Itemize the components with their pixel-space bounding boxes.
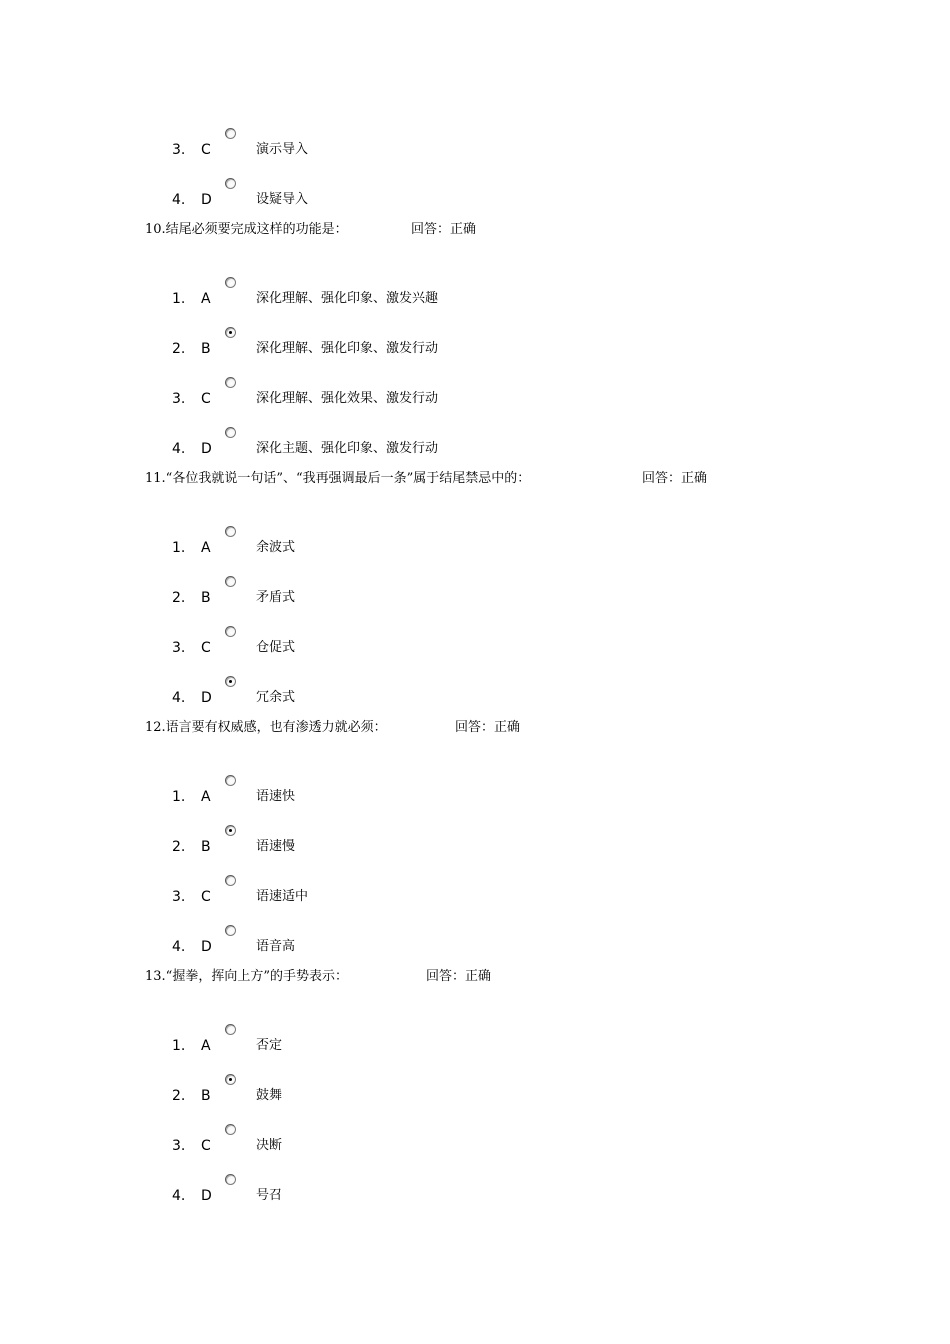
radio-button-q11-c[interactable]: [225, 626, 236, 637]
option-text: 仓促式: [256, 640, 296, 655]
radio-button-q12-c[interactable]: [225, 875, 236, 886]
option-number: 1.: [172, 540, 186, 556]
question-text: 10.结尾必须要完成这样的功能是：: [145, 222, 348, 237]
option-text: 冗余式: [256, 690, 296, 705]
option-text: 鼓舞: [256, 1088, 283, 1103]
option-letter: C: [201, 889, 211, 905]
option-letter: D: [201, 441, 212, 457]
option-letter: C: [201, 1138, 211, 1154]
option-text: 深化理解、强化效果、激发行动: [256, 391, 439, 406]
option-number: 4.: [172, 1188, 186, 1204]
option-text: 语速快: [256, 789, 296, 804]
question-12: [145, 720, 521, 736]
option-number: 2.: [172, 839, 186, 855]
option-letter: A: [201, 789, 211, 805]
option-text: 深化理解、强化印象、激发兴趣: [256, 291, 439, 306]
option-q10-c: [0, 377, 600, 407]
option-text: 否定: [256, 1038, 283, 1053]
option-text: 语速慢: [256, 839, 296, 854]
option-text: 号召: [256, 1188, 283, 1203]
option-text: 决断: [256, 1138, 283, 1153]
answer-status: 回答：正确: [411, 222, 477, 237]
option-letter: D: [201, 192, 212, 208]
option-number: 2.: [172, 1088, 186, 1104]
option-number: 3.: [172, 889, 186, 905]
option-q10-d: [0, 427, 600, 457]
option-q9-c: [0, 128, 600, 158]
question-10: [145, 222, 477, 238]
option-number: 3.: [172, 391, 186, 407]
option-q13-b: [0, 1074, 600, 1104]
option-number: 4.: [172, 690, 186, 706]
option-q11-a: [0, 526, 600, 556]
option-letter: D: [201, 939, 212, 955]
option-text: 设疑导入: [256, 192, 309, 207]
radio-button-q13-d[interactable]: [225, 1174, 236, 1185]
option-letter: B: [201, 341, 211, 357]
option-q11-c: [0, 626, 600, 656]
radio-button-q13-a[interactable]: [225, 1024, 236, 1035]
option-text: 语速适中: [256, 889, 309, 904]
option-text: 深化主题、强化印象、激发行动: [256, 441, 439, 456]
answer-status: 回答：正确: [455, 720, 521, 735]
option-q13-d: [0, 1174, 600, 1204]
option-letter: B: [201, 1088, 211, 1104]
option-number: 1.: [172, 291, 186, 307]
option-number: 2.: [172, 590, 186, 606]
radio-button-q13-c[interactable]: [225, 1124, 236, 1135]
option-q13-a: [0, 1024, 600, 1054]
option-number: 4.: [172, 192, 186, 208]
radio-button-q11-b[interactable]: [225, 576, 236, 587]
radio-button-q9-c[interactable]: [225, 128, 236, 139]
option-letter: A: [201, 291, 211, 307]
radio-button-q11-a[interactable]: [225, 526, 236, 537]
option-q13-c: [0, 1124, 600, 1154]
option-q12-d: [0, 925, 600, 955]
option-q11-d: [0, 676, 600, 706]
option-number: 4.: [172, 441, 186, 457]
option-q12-a: [0, 775, 600, 805]
radio-button-q12-b[interactable]: [225, 825, 236, 836]
option-letter: C: [201, 391, 211, 407]
option-q12-b: [0, 825, 600, 855]
option-text: 矛盾式: [256, 590, 296, 605]
radio-button-q13-b[interactable]: [225, 1074, 236, 1085]
radio-button-q10-c[interactable]: [225, 377, 236, 388]
answer-status: 回答：正确: [426, 969, 492, 984]
option-letter: B: [201, 590, 211, 606]
question-text: 13.“握拳，挥向上方”的手势表示：: [145, 969, 348, 984]
option-number: 2.: [172, 341, 186, 357]
radio-button-q10-a[interactable]: [225, 277, 236, 288]
radio-button-q12-d[interactable]: [225, 925, 236, 936]
option-number: 3.: [172, 142, 186, 158]
option-number: 1.: [172, 789, 186, 805]
option-text: 语音高: [256, 939, 296, 954]
option-letter: A: [201, 540, 211, 556]
option-text: 深化理解、强化印象、激发行动: [256, 341, 439, 356]
option-letter: D: [201, 1188, 212, 1204]
option-letter: B: [201, 839, 211, 855]
radio-button-q9-d[interactable]: [225, 178, 236, 189]
question-11: [145, 471, 708, 487]
option-letter: A: [201, 1038, 211, 1054]
question-text: 11.“各位我就说一句话”、“我再强调最后一条”属于结尾禁忌中的：: [145, 471, 531, 486]
option-number: 3.: [172, 640, 186, 656]
radio-button-q12-a[interactable]: [225, 775, 236, 786]
option-letter: C: [201, 142, 211, 158]
option-number: 1.: [172, 1038, 186, 1054]
answer-status: 回答：正确: [642, 471, 708, 486]
option-number: 4.: [172, 939, 186, 955]
radio-button-q11-d[interactable]: [225, 676, 236, 687]
option-number: 3.: [172, 1138, 186, 1154]
question-13: [145, 969, 492, 985]
question-text: 12.语言要有权威感，也有渗透力就必须：: [145, 720, 387, 735]
option-q11-b: [0, 576, 600, 606]
option-q10-b: [0, 327, 600, 357]
option-text: 余波式: [256, 540, 296, 555]
option-q12-c: [0, 875, 600, 905]
option-q10-a: [0, 277, 600, 307]
option-q9-d: [0, 178, 600, 208]
option-letter: C: [201, 640, 211, 656]
radio-button-q10-b[interactable]: [225, 327, 236, 338]
radio-button-q10-d[interactable]: [225, 427, 236, 438]
option-letter: D: [201, 690, 212, 706]
option-text: 演示导入: [256, 142, 309, 157]
